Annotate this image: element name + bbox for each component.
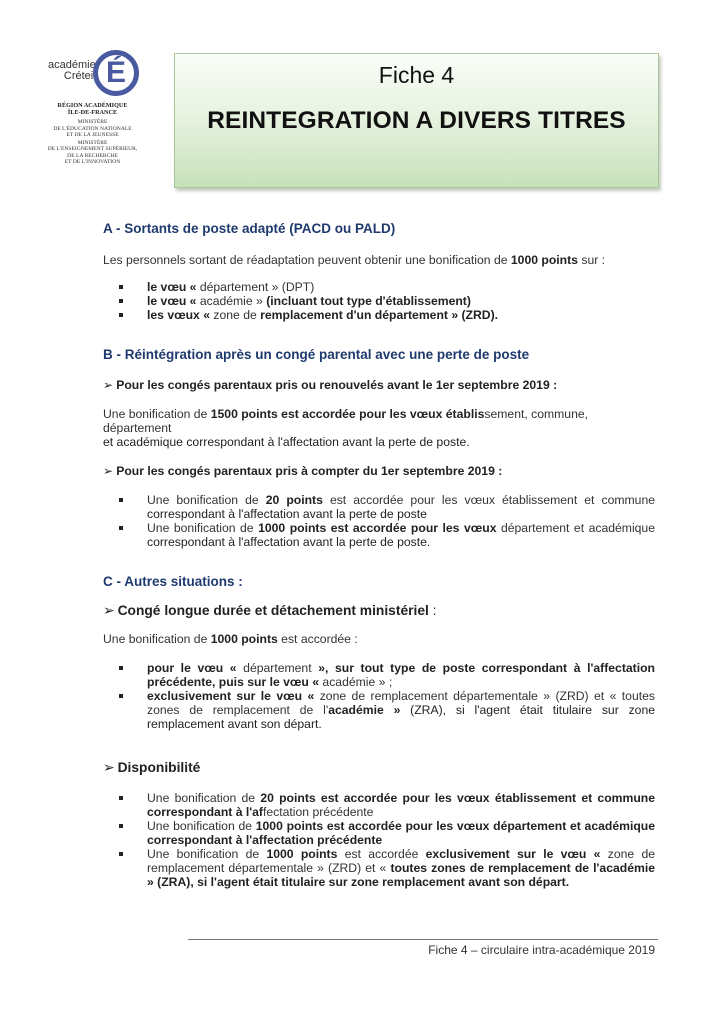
text-bold: 1000 points	[266, 847, 338, 861]
logo-region-line: ÎLE-DE-FRANCE	[67, 109, 118, 116]
logo-ministry-line: MINISTÈRE	[77, 119, 108, 125]
text-bold: 1000 points	[210, 632, 278, 646]
text-bold: 1000 points est accordée pour les vœux	[258, 521, 497, 535]
section-c-paragraph	[103, 632, 655, 646]
logo-ministry-line: DE LA RECHERCHE	[67, 152, 118, 159]
text: Une bonification de	[147, 847, 267, 861]
text: correspondant à l'affectation avant la perte de poste	[147, 507, 427, 521]
fiche-number: Fiche 4	[378, 62, 455, 88]
section-c-list-1	[103, 661, 655, 731]
logo-wordmark	[48, 60, 96, 82]
text-bold: 20 points	[265, 493, 323, 507]
text: correspondant à l'affectation avant la perte de poste.	[147, 535, 431, 549]
text-bold: 1000 points est accordée pour les vœux département et académique correspondant à l'affectation précédente	[147, 819, 656, 847]
text: Une bonification de	[147, 493, 266, 507]
text-bold: les vœux «	[147, 308, 214, 322]
text-bold: remplacement d'un département » (ZRD).	[260, 308, 499, 322]
text: fectation précédente	[263, 805, 374, 819]
text: sement, commune, département	[103, 407, 589, 435]
arrow-icon: ➢	[103, 760, 115, 775]
academy-logo	[30, 48, 155, 166]
text: et académique correspondant à l'affectation avant la perte de poste.	[103, 435, 470, 449]
text-bold: exclusivement sur le vœu «	[147, 689, 320, 703]
list-item	[103, 847, 655, 889]
text: est accordée	[337, 847, 426, 861]
text: département	[243, 661, 312, 675]
text: Les personnels sortant de réadaptation peuvent obtenir une bonification de	[103, 253, 511, 267]
logo-ministry-line: ET DE LA JEUNESSE	[66, 132, 119, 138]
list-item	[103, 493, 655, 521]
text: Congé longue durée et détachement ministériel	[117, 603, 429, 618]
list-item	[103, 791, 655, 819]
list-item	[103, 689, 655, 731]
logo-ministry-line: DE L'ENSEIGNEMENT SUPÉRIEUR,	[47, 146, 138, 152]
text-bold: 20 points est accordée pour les vœux établissement et commune correspondant à l'af	[147, 791, 655, 819]
text-bold: le vœu «	[147, 294, 200, 308]
text: zone de remplacement départementale » (ZRD) et «	[147, 847, 656, 875]
section-c-subheading-2	[103, 761, 655, 775]
arrow-icon: ➢	[103, 378, 114, 392]
logo-ministry-2	[30, 140, 155, 166]
logo-ministry-line: ET DE L'INNOVATION	[64, 159, 121, 165]
section-b-paragraph	[103, 407, 655, 449]
text-bold: (ZRA), si l'agent était titulaire sur zone remplacement avant son départ.	[157, 875, 570, 889]
section-b-title: B - Réintégration après un congé parental avec une perte de poste	[103, 347, 530, 362]
text: Disponibilité	[117, 760, 201, 775]
footer-divider	[188, 939, 658, 940]
text-bold: le vœu «	[147, 280, 200, 294]
text: Pour les congés parentaux pris à compter du 1er septembre 2019 :	[116, 464, 503, 478]
list-item	[103, 294, 655, 308]
logo-line-2: Créteil	[63, 70, 96, 82]
text-bold: toutes zones de remplacement de l'académie »	[147, 861, 655, 889]
section-c-list-2	[103, 791, 655, 889]
list-item	[103, 280, 655, 294]
section-b-subheading-2	[103, 464, 655, 478]
section-a-title: A - Sortants de poste adapté (PACD ou PALD)	[103, 221, 396, 236]
list-item	[103, 521, 655, 549]
list-item	[103, 661, 655, 689]
text: :	[428, 603, 437, 618]
arrow-icon: ➢	[103, 464, 114, 478]
document-body	[103, 222, 655, 889]
text: est accordée pour les vœux établissement et	[322, 493, 602, 507]
text: académie » ;	[322, 675, 393, 689]
footer-text: Fiche 4 – circulaire intra-académique 2019	[428, 943, 655, 957]
text: Une bonification de	[147, 819, 256, 833]
page-title: REINTEGRATION A DIVERS TITRES	[207, 107, 626, 134]
text: est accordée :	[277, 632, 358, 646]
section-b-subheading-1	[103, 378, 655, 392]
logo-ministry-line: MINISTÈRE	[77, 139, 108, 146]
logo-ministry-line: DE L'ÉDUCATION NATIONALE	[53, 125, 132, 132]
text: département » (DPT)	[199, 280, 315, 294]
text: zone de remplacement départementale » (ZRD) et « toutes zones de remplacement de l'	[147, 689, 655, 717]
text: Une bonification de	[147, 521, 259, 535]
logo-region	[30, 102, 155, 116]
logo-mark	[30, 48, 155, 98]
text-bold: exclusivement sur le vœu «	[425, 847, 608, 861]
text: zone de	[213, 308, 261, 322]
list-item	[103, 308, 655, 322]
text: sur :	[577, 253, 606, 267]
text-bold: », sur tout type de poste correspondant à l'affectation précédente, puis sur le vœu «	[147, 661, 655, 689]
text: Une bonification de	[147, 791, 261, 805]
section-a-list	[103, 280, 655, 322]
text-bold: (incluant tout type d'établissement)	[266, 294, 471, 308]
text: Une bonification de	[103, 632, 211, 646]
text: département et académique	[496, 521, 655, 535]
text-bold: 1500 points est accordée pour les vœux établis	[210, 407, 485, 421]
text-bold: académie »	[328, 703, 411, 717]
section-b-list	[103, 493, 655, 549]
title-box	[174, 53, 659, 188]
text-bold: 1000 points	[510, 253, 578, 267]
logo-region-line: RÉGION ACADÉMIQUE	[57, 102, 128, 109]
text: académie »	[199, 294, 267, 308]
logo-line-1: académie	[48, 59, 96, 71]
section-c-title: C - Autres situations :	[103, 574, 243, 589]
arrow-icon: ➢	[103, 603, 115, 618]
section-c-subheading-1	[103, 604, 655, 618]
section-a-intro	[103, 253, 655, 267]
logo-e-icon: É	[93, 50, 139, 96]
text: (ZRA), si l'agent était titulaire sur zone remplacement avant son départ.	[147, 703, 656, 731]
text: commune	[601, 493, 655, 507]
text-bold: pour le vœu «	[147, 661, 244, 675]
text: Pour les congés parentaux pris ou renouvelés avant le 1er septembre 2019 :	[116, 378, 558, 392]
logo-ministry-1	[30, 119, 155, 139]
list-item	[103, 819, 655, 847]
text: Une bonification de	[103, 407, 211, 421]
